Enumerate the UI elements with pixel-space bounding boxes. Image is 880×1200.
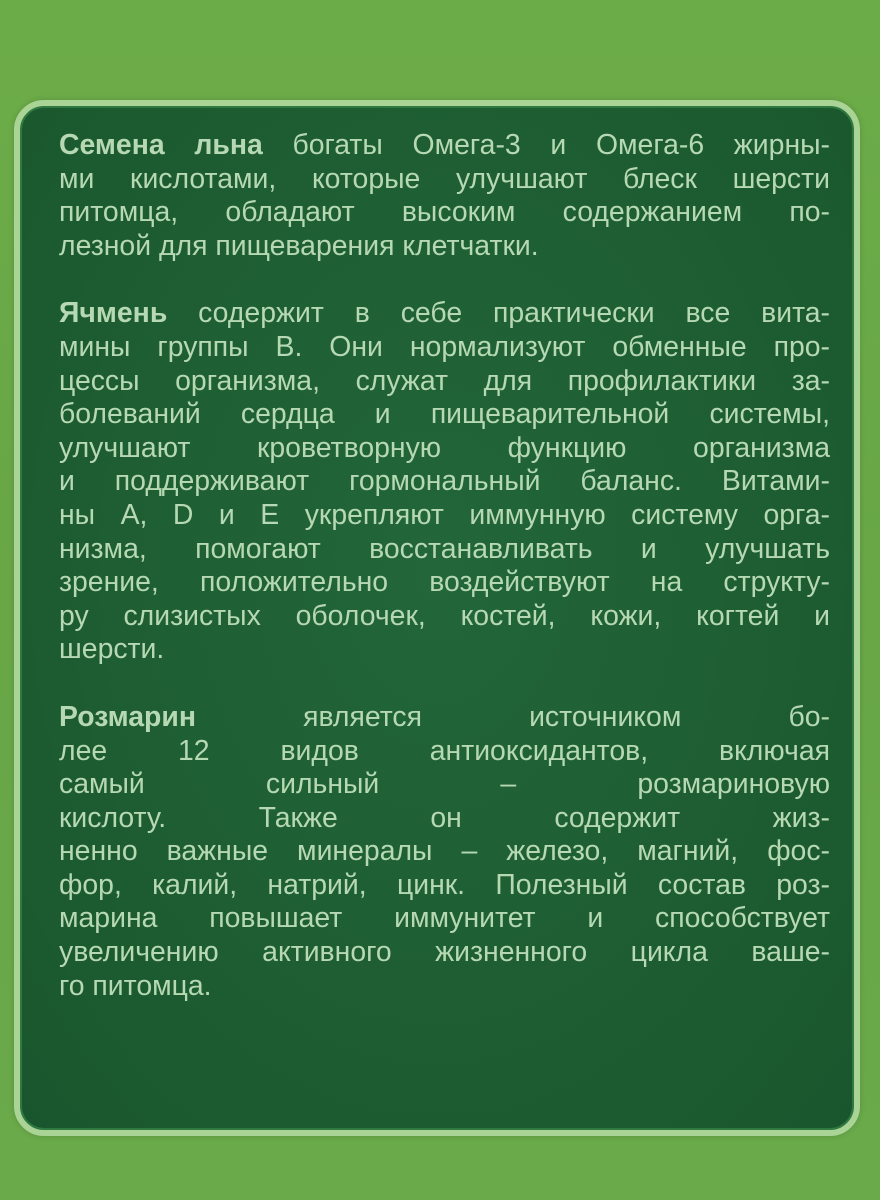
text-line: зрение, положительно воздействуют на структу-: [59, 566, 830, 599]
text-line: ны А, D и E укрепляют иммунную систему орга-: [59, 498, 830, 531]
text-line: ненно важные минералы – железо, магний, фос-: [59, 835, 830, 868]
text-line: низма, помогают восстанавливать и улучшать: [59, 532, 830, 565]
keyword-barley: Ячмень: [59, 297, 168, 330]
text-line: шерсти.: [59, 633, 165, 666]
keyword-rosemary: Розмарин: [59, 700, 196, 733]
text-line: лее 12 видов антиоксидантов, включая: [59, 734, 830, 767]
text-line: питомца, обладают высоким содержанием по-: [59, 196, 830, 229]
paragraph-flax-seeds: [59, 129, 830, 263]
text-line: фор, калий, натрий, цинк. Полезный состав роз-: [59, 868, 830, 901]
paragraph-barley: [59, 297, 830, 667]
text-line: увеличению активного жизненного цикла ваше-: [59, 936, 830, 969]
text-line: го питомца.: [59, 969, 212, 1002]
text-line: Розмарин является источником бо-: [59, 700, 830, 733]
text-line: лезной для пищеварения клетчатки.: [59, 229, 539, 262]
keyword-flax-seeds: Семена льна: [59, 129, 263, 161]
text-line: цессы организма, служат для профилактики за-: [59, 364, 830, 397]
text-line: болеваний сердца и пищеварительной системы,: [59, 398, 830, 431]
paragraph-rosemary: [59, 701, 830, 1003]
text-line: кислоту. Также он содержит жиз-: [59, 801, 830, 834]
text-line: самый сильный – розмариновую: [59, 768, 830, 801]
text-line: Ячмень содержит в себе практически все вита-: [59, 297, 830, 330]
text-line: марина повышает иммунитет и способствует: [59, 902, 830, 935]
ingredients-text: [59, 129, 830, 1037]
text-line: и поддерживают гормональный баланс. Витами-: [59, 465, 830, 498]
text-line: ру слизистых оболочек, костей, кожи, когтей и: [59, 599, 830, 632]
text-line: ми кислотами, которые улучшают блеск шерсти: [59, 162, 830, 195]
text-line: Семена льна богаты Омега-3 и Омега-6 жирны-: [59, 129, 830, 161]
text-line: улучшают кроветворную функцию организма: [59, 431, 830, 464]
text-line: мины группы В. Они нормализуют обменные про-: [59, 330, 830, 363]
